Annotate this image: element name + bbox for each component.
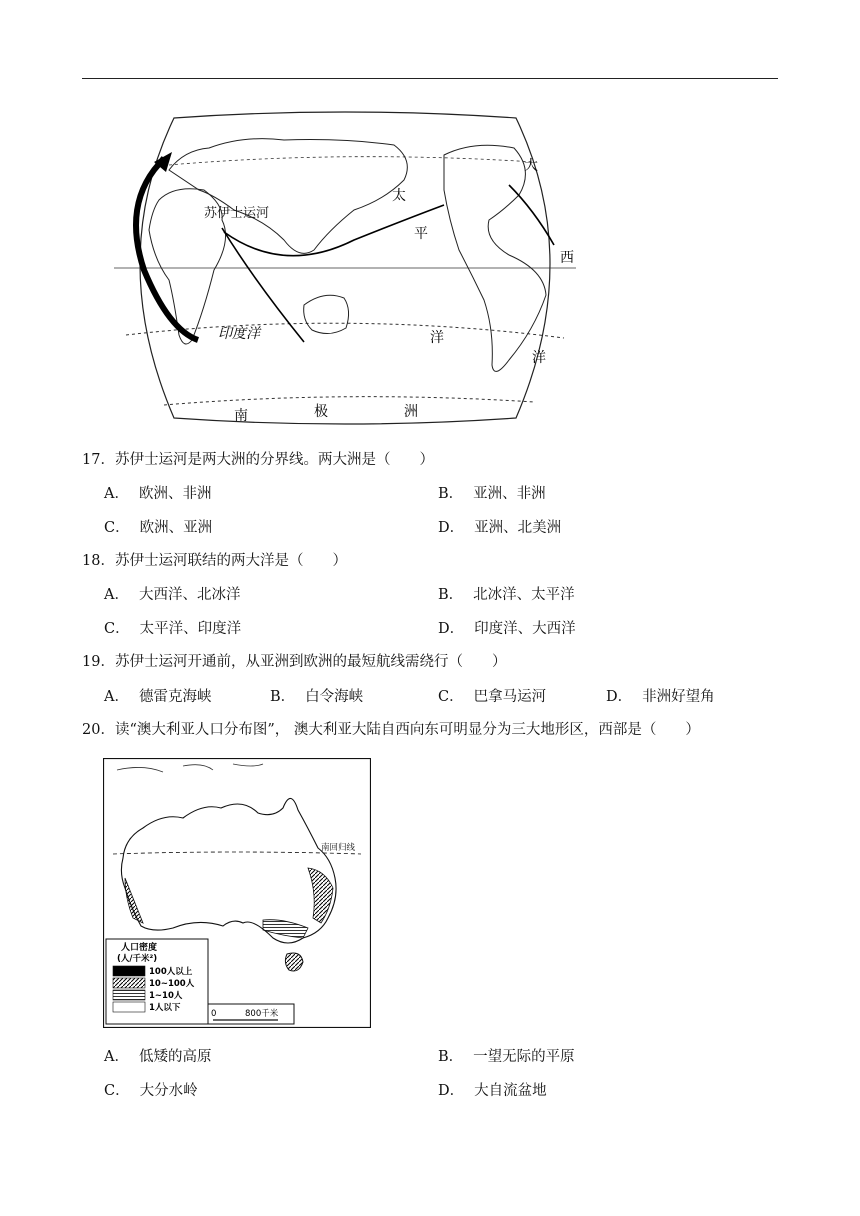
legend-swatch-dense (113, 966, 145, 976)
option-label: B． (270, 689, 296, 705)
option-text: 一望无际的平原 (473, 1049, 575, 1065)
question-19 (82, 653, 506, 671)
option-c[interactable] (104, 519, 212, 537)
legend-swatch-medium (113, 978, 145, 988)
option-a[interactable] (104, 1048, 211, 1066)
ocean-char: 洋 (430, 330, 444, 346)
option-text: 低矮的高原 (138, 1049, 212, 1065)
option-text: 大西洋、北冰洋 (138, 587, 241, 603)
legend-title: 人口密度 (121, 943, 158, 953)
option-d[interactable] (438, 620, 576, 638)
option-label: C． (104, 1083, 130, 1099)
legend-swatch-sparse (113, 1002, 145, 1012)
ocean-char: 西 (560, 250, 574, 266)
option-text: 德雷克海峡 (138, 689, 212, 705)
option-b[interactable] (438, 586, 575, 604)
option-text: 巴拿马运河 (473, 689, 547, 705)
question-20 (82, 721, 700, 739)
option-text: 欧洲、亚洲 (139, 520, 213, 536)
option-c[interactable] (438, 688, 546, 706)
legend-item: 1~10人 (149, 991, 183, 1001)
legend-swatch-low (113, 990, 145, 1000)
continent-char: 南 (234, 408, 248, 424)
australia-map (103, 758, 371, 1028)
question-number: 17． (82, 452, 115, 468)
question-text: 苏伊士运河开通前，从亚洲到欧洲的最短航线需绕行（ ） (114, 654, 507, 670)
option-label: A． (104, 587, 129, 603)
option-a[interactable] (104, 688, 211, 706)
option-label: A． (104, 1049, 129, 1065)
world-map-figure (114, 110, 576, 426)
continent-char: 洲 (404, 404, 418, 420)
ocean-char: 大 (524, 158, 538, 174)
question-number: 20． (82, 722, 115, 738)
option-b[interactable] (270, 688, 363, 706)
option-text: 白令海峡 (305, 689, 364, 705)
option-label: D． (606, 689, 633, 705)
option-label: A． (104, 486, 129, 502)
option-label: D． (438, 520, 465, 536)
option-label: B． (438, 1049, 464, 1065)
header-rule (82, 78, 778, 79)
option-label: B． (438, 486, 464, 502)
legend-item: 100人以上 (149, 967, 193, 977)
continent-char: 极 (314, 404, 328, 420)
option-label: C． (438, 689, 464, 705)
scale-zero: 0 (211, 1009, 217, 1019)
option-text: 大自流盆地 (474, 1083, 547, 1099)
legend-item: 10~100人 (149, 979, 195, 989)
question-text: 苏伊士运河联结的两大洋是（ ） (114, 553, 347, 569)
ocean-char: 洋 (532, 350, 546, 366)
tropic-label: 南回归线 (321, 843, 356, 853)
option-text: 大分水岭 (139, 1083, 198, 1099)
option-label: C． (104, 520, 130, 536)
option-text: 北冰洋、太平洋 (473, 587, 575, 603)
option-text: 亚洲、非洲 (473, 486, 546, 502)
option-text: 非洲好望角 (642, 689, 715, 705)
option-a[interactable] (104, 485, 211, 503)
option-d[interactable] (438, 519, 561, 537)
option-label: D． (438, 621, 465, 637)
world-map (114, 110, 576, 426)
australia-population-map (103, 758, 371, 1028)
ocean-char: 平 (414, 226, 428, 242)
option-c[interactable] (104, 1082, 198, 1100)
canal-label: 苏伊士运河 (204, 206, 270, 221)
question-17 (82, 451, 434, 469)
option-text: 印度洋、大西洋 (474, 621, 576, 637)
question-number: 18． (82, 553, 115, 569)
option-text: 欧洲、非洲 (138, 486, 212, 502)
question-text: 苏伊士运河是两大洲的分界线。两大洲是（ ） (114, 452, 434, 468)
option-b[interactable] (438, 485, 546, 503)
option-d[interactable] (438, 1082, 547, 1100)
option-label: B． (438, 587, 464, 603)
legend-item: 1人以下 (149, 1003, 181, 1013)
option-c[interactable] (104, 620, 241, 638)
scale-label: 800千米 (245, 1009, 279, 1019)
legend-unit: (人/千米²) (117, 954, 158, 964)
question-text: 读“澳大利亚人口分布图”， 澳大利亚大陆自西向东可明显分为三大地形区，西部是（ ） (114, 722, 700, 738)
question-18 (82, 552, 347, 570)
option-label: C． (104, 621, 130, 637)
option-label: D． (438, 1083, 465, 1099)
ocean-char: 太 (392, 188, 406, 204)
ocean-label: 印度洋 (218, 326, 260, 342)
option-text: 太平洋、印度洋 (139, 621, 242, 637)
option-label: A． (104, 689, 129, 705)
option-a[interactable] (104, 586, 240, 604)
option-d[interactable] (606, 688, 715, 706)
option-b[interactable] (438, 1048, 575, 1066)
option-text: 亚洲、北美洲 (474, 520, 562, 536)
question-number: 19． (82, 654, 115, 670)
